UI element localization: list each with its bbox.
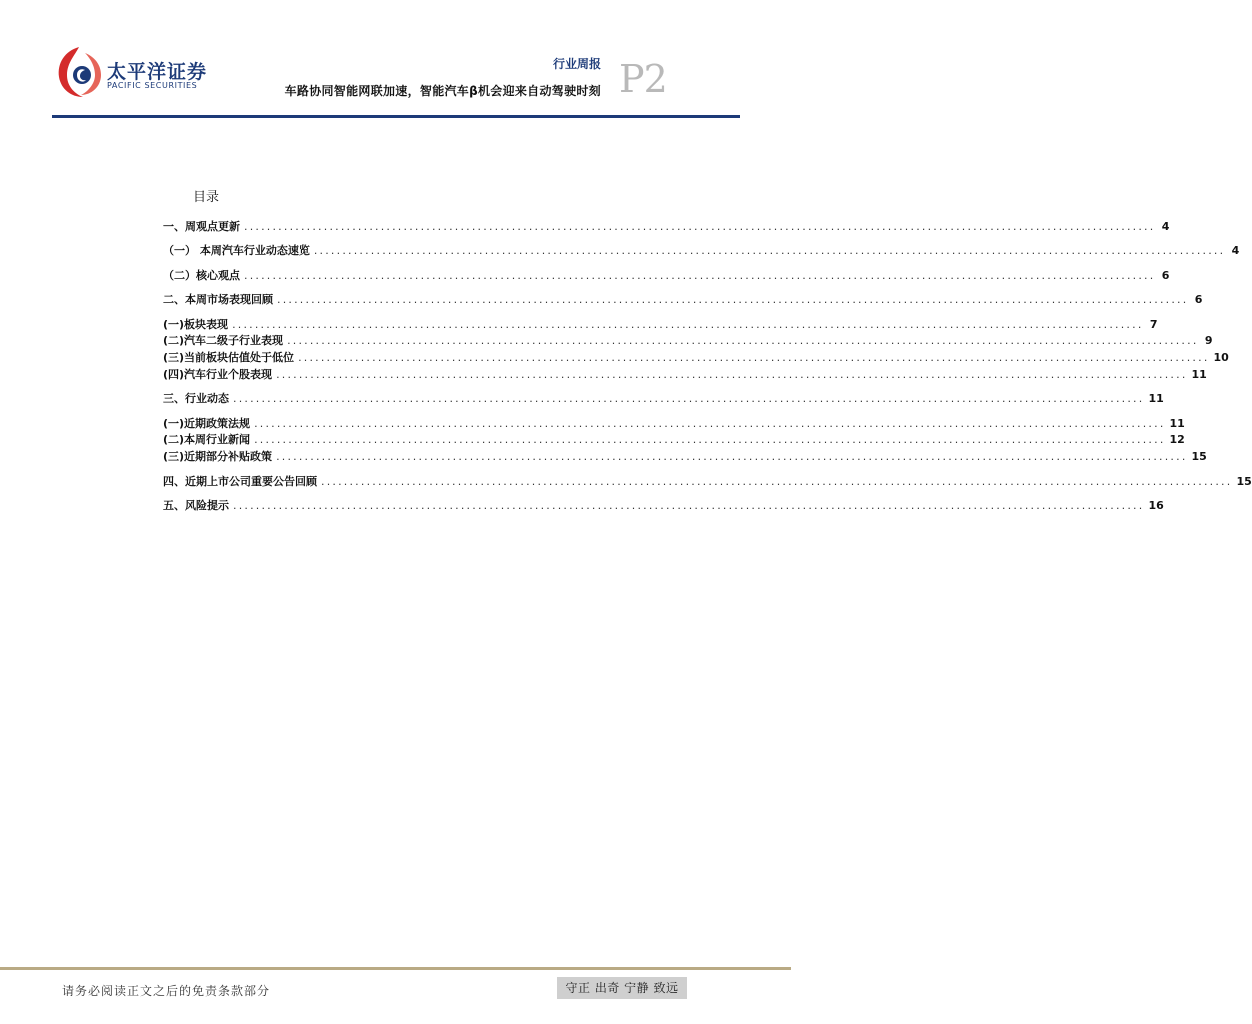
toc-item-page: 11 xyxy=(1148,392,1164,405)
toc-item-label: （二）核心观点 xyxy=(163,269,240,282)
toc-leader-dots: ................................................................................................................................................................ xyxy=(276,368,1188,381)
toc-item[interactable] xyxy=(163,349,1229,365)
toc-item-label: (一)近期政策法规 xyxy=(163,417,251,430)
toc-item-label: 三、行业动态 xyxy=(163,392,229,405)
toc-item-page: 7 xyxy=(1149,318,1158,331)
brand-logo xyxy=(55,43,215,103)
toc-leader-dots: ................................................................................................................................................................ xyxy=(244,269,1156,282)
toc-item-page: 10 xyxy=(1213,351,1229,364)
toc-item[interactable] xyxy=(163,431,1185,447)
toc-leader-dots: ................................................................................................................................................................ xyxy=(321,475,1233,488)
toc-leader-dots: ................................................................................................................................................................ xyxy=(287,334,1199,347)
toc-item[interactable] xyxy=(163,267,1170,283)
toc-item-page: 15 xyxy=(1191,450,1207,463)
toc-item-label: (三)近期部分补贴政策 xyxy=(163,450,273,463)
toc-item[interactable] xyxy=(163,242,1240,258)
toc-item-page: 16 xyxy=(1148,499,1164,512)
toc-item-page: 6 xyxy=(1161,269,1170,282)
toc-item-label: (二)汽车二级子行业表现 xyxy=(163,334,284,347)
header-divider xyxy=(52,115,740,118)
toc-item-page: 4 xyxy=(1161,220,1170,233)
toc-item[interactable] xyxy=(163,415,1185,431)
toc-item[interactable] xyxy=(163,316,1158,332)
toc-item-label: 一、周观点更新 xyxy=(163,220,240,233)
toc-item-label: 四、近期上市公司重要公告回顾 xyxy=(163,475,317,488)
toc-leader-dots: ................................................................................................................................................................ xyxy=(232,318,1144,331)
toc-leader-dots: ................................................................................................................................................................ xyxy=(313,244,1226,257)
toc-leader-dots: ................................................................................................................................................................ xyxy=(254,433,1166,446)
toc-item-label: (四)汽车行业个股表现 xyxy=(163,368,273,381)
toc-item-label: (三)当前板块估值处于低位 xyxy=(163,351,295,364)
toc-leader-dots: ................................................................................................................................................................ xyxy=(276,450,1188,463)
toc-item[interactable] xyxy=(163,366,1207,382)
toc-item-label: 二、本周市场表现回顾 xyxy=(163,293,273,306)
toc-leader-dots: ................................................................................................................................................................ xyxy=(233,499,1145,512)
toc-item-page: 12 xyxy=(1169,433,1185,446)
footer-divider xyxy=(0,967,791,970)
toc-item-label: (二)本周行业新闻 xyxy=(163,433,251,446)
toc-leader-dots: ................................................................................................................................................................ xyxy=(254,417,1166,430)
toc-item-label: （一） 本周汽车行业动态速览 xyxy=(163,244,310,257)
brand-name-en: PACIFIC SECURITIES xyxy=(107,81,198,90)
toc-item-page: 4 xyxy=(1231,244,1240,257)
toc-item[interactable] xyxy=(163,497,1164,513)
toc-item-page: 6 xyxy=(1194,293,1203,306)
report-headline: 车路协同智能网联加速，智能汽车β机会迎来自动驾驶时刻 xyxy=(284,84,601,98)
company-motto: 守正 出奇 宁静 致远 xyxy=(557,977,687,999)
toc-title: 目录 xyxy=(193,190,220,205)
toc-item-page: 15 xyxy=(1236,475,1252,488)
toc-leader-dots: ................................................................................................................................................................ xyxy=(244,220,1156,233)
toc-item[interactable] xyxy=(163,218,1170,234)
toc-item-label: (一)板块表现 xyxy=(163,318,229,331)
toc-item-page: 11 xyxy=(1191,368,1207,381)
toc-item-label: 五、风险提示 xyxy=(163,499,229,512)
toc-item[interactable] xyxy=(163,448,1207,464)
brand-name-cn: 太平洋证券 xyxy=(107,61,208,83)
toc-item-page: 9 xyxy=(1204,334,1213,347)
toc-leader-dots: ................................................................................................................................................................ xyxy=(298,351,1210,364)
toc-item[interactable] xyxy=(163,473,1252,489)
report-type: 行业周报 xyxy=(552,57,601,71)
toc-item[interactable] xyxy=(163,332,1213,348)
toc-item[interactable] xyxy=(163,291,1203,307)
toc-leader-dots: ................................................................................................................................................................ xyxy=(233,392,1145,405)
disclaimer-text: 请务必阅读正文之后的免责条款部分 xyxy=(62,984,271,998)
toc-item-page: 11 xyxy=(1169,417,1185,430)
page-number: P2 xyxy=(619,57,667,101)
toc-item[interactable] xyxy=(163,390,1164,406)
toc-leader-dots: ................................................................................................................................................................ xyxy=(277,293,1189,306)
pacific-securities-logo-icon xyxy=(55,43,105,99)
